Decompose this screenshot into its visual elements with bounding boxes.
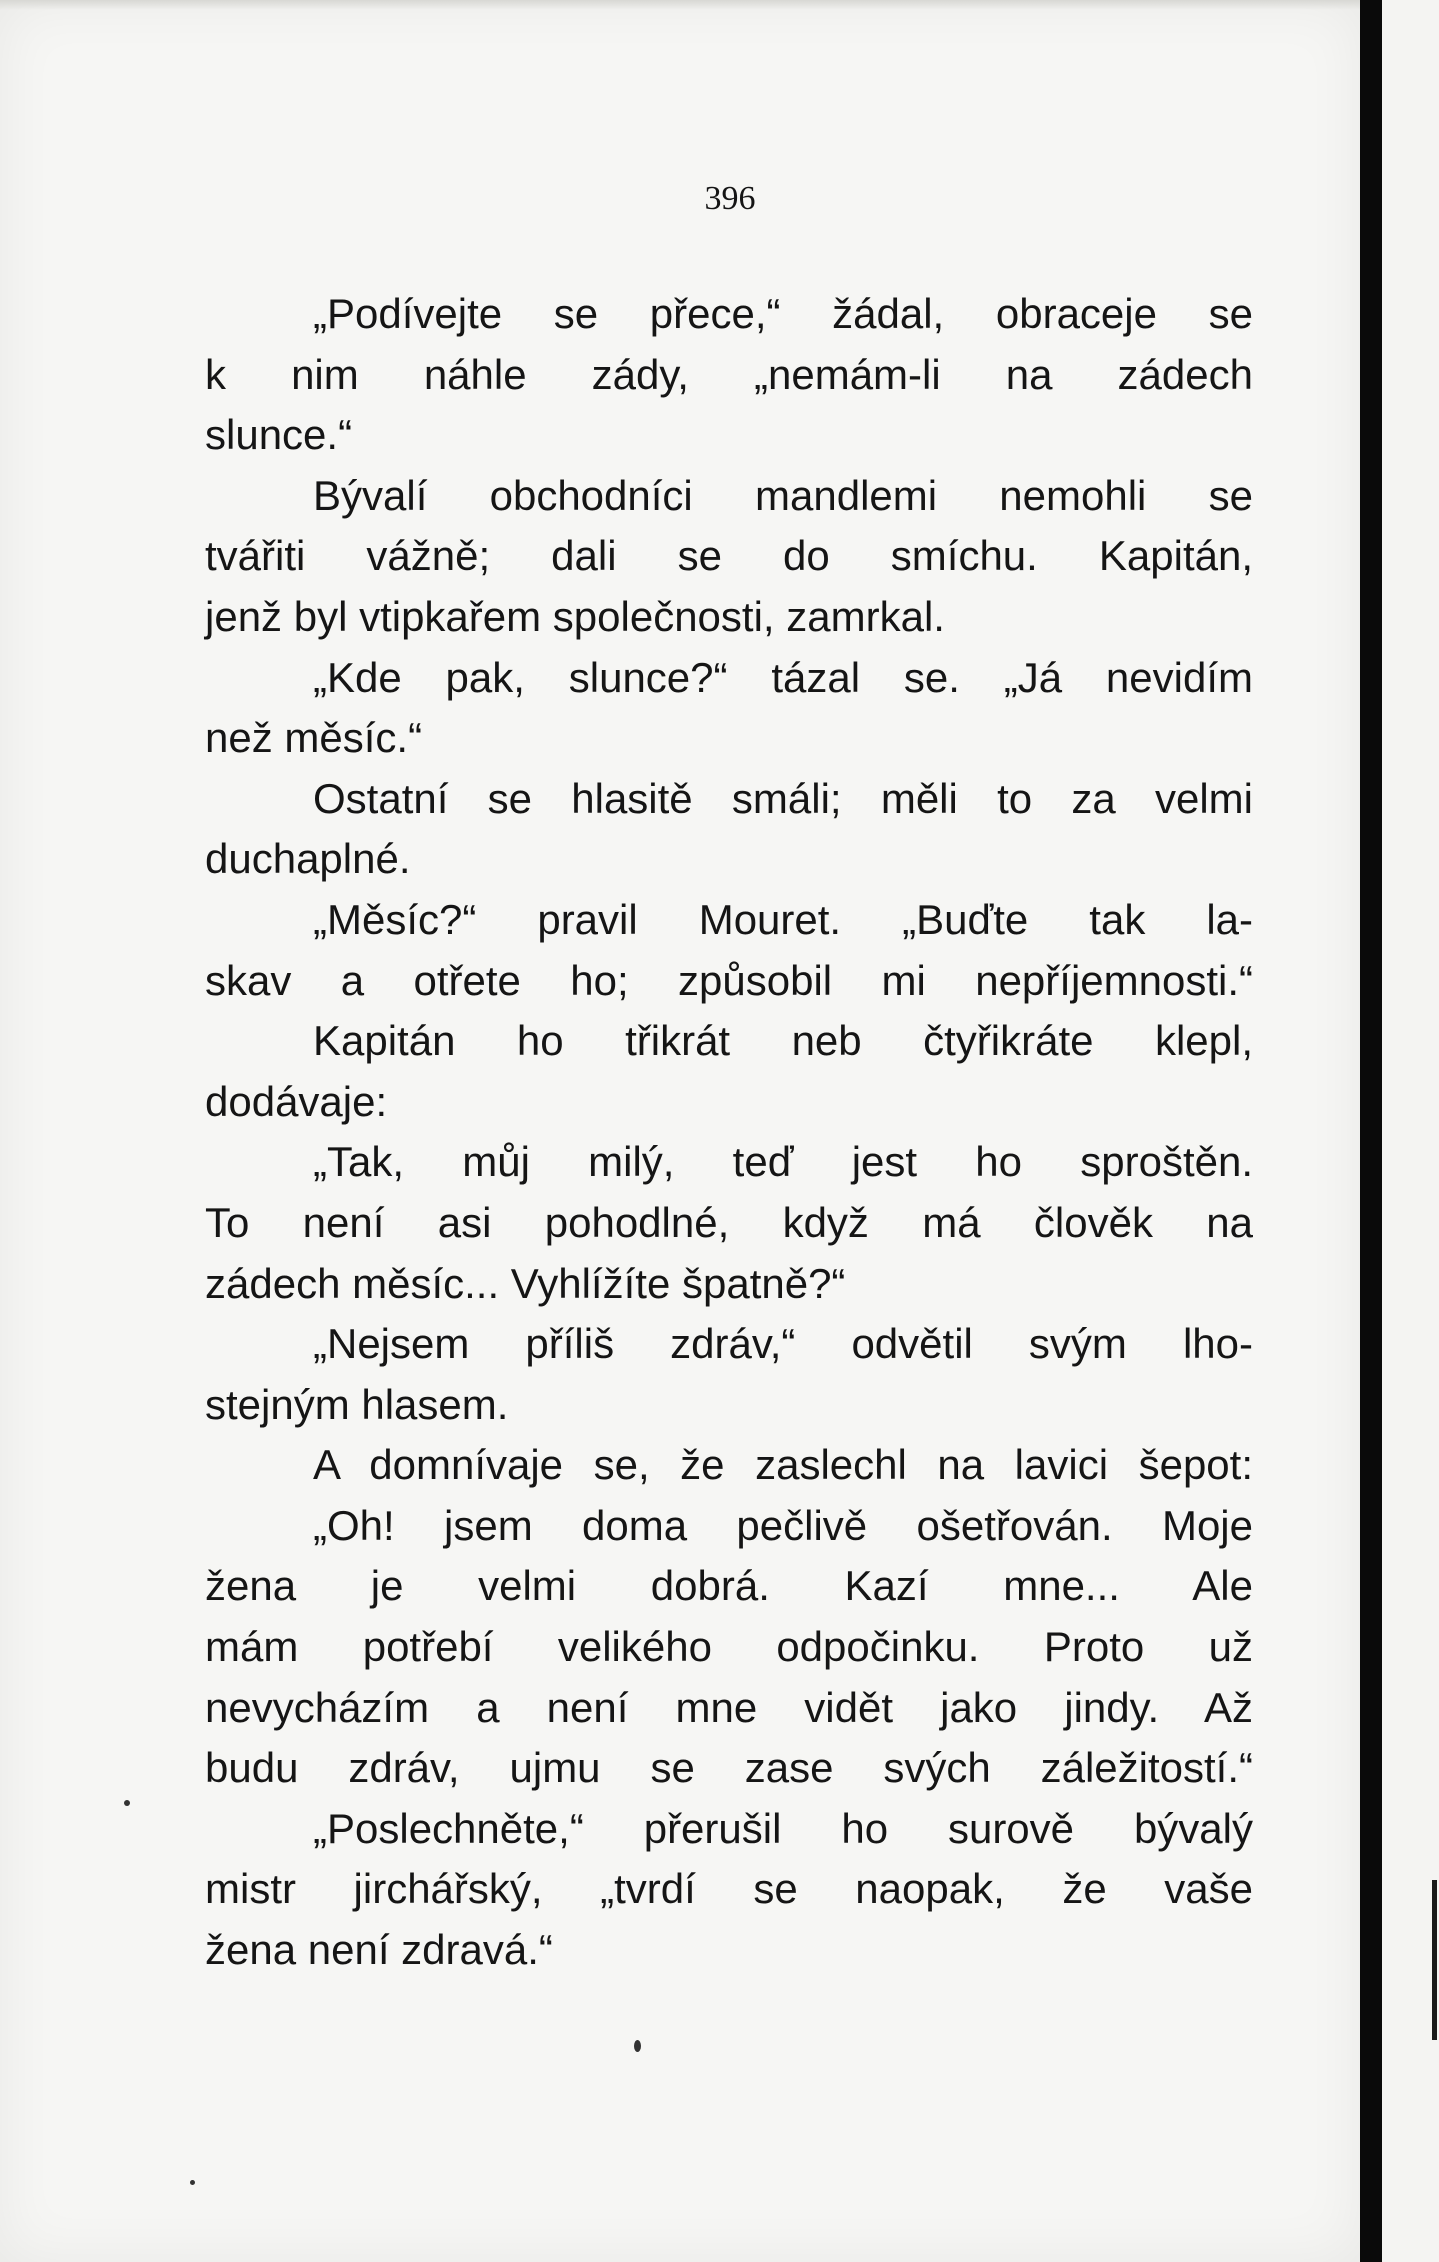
text-line: A domnívaje se, že zaslechl na lavici šepot:: [313, 1441, 1253, 1489]
text-line: tvářiti vážně; dali se do smíchu. Kapitán,: [205, 532, 1253, 580]
text-line: žena není zdravá.“: [205, 1926, 553, 1974]
text-line: „Měsíc?“ pravil Mouret. „Buďte tak la-: [313, 895, 1253, 943]
edge-mark: [1432, 1880, 1437, 2040]
text-line: dodávaje:: [205, 1077, 388, 1125]
page-number: 396: [704, 180, 756, 217]
text-line: To není asi pohodlné, když má člověk na: [205, 1198, 1253, 1246]
text-line: stejným hlasem.: [205, 1380, 509, 1428]
text-line: budu zdráv, ujmu se zase svých záležitostí.“: [205, 1744, 1253, 1792]
text-line: „Tak, můj milý, teď jest ho sproštěn.: [313, 1138, 1253, 1186]
text-line: skav a otřete ho; způsobil mi nepříjemnosti.“: [205, 956, 1253, 1004]
text-line: než měsíc.“: [205, 714, 423, 762]
text-line: Ostatní se hlasitě smáli; měli to za velmi: [313, 774, 1253, 822]
page-gutter-shadow: [1360, 0, 1382, 2262]
text-line: „Poslechněte,“ přerušil ho surově bývalý: [313, 1804, 1253, 1852]
page-text: [205, 284, 1253, 1981]
text-line: „Nejsem příliš zdráv,“ odvětil svým lho-: [313, 1320, 1253, 1368]
text-line: „Kde pak, slunce?“ tázal se. „Já nevidím: [313, 653, 1253, 701]
scan-speck: [124, 1800, 130, 1806]
text-line: žena je velmi dobrá. Kazí mne... Ale: [205, 1562, 1253, 1610]
page-top-edge: [0, 0, 1360, 10]
text-line: Bývalí obchodníci mandlemi nemohli se: [313, 471, 1253, 519]
text-line: „Oh! jsem doma pečlivě ošetřován. Moje: [313, 1501, 1253, 1549]
text-line: „Podívejte se přece,“ žádal, obraceje se: [313, 290, 1253, 337]
text-line: k nim náhle zády, „nemám-li na zádech: [205, 350, 1253, 398]
text-line: mistr jirchářský, „tvrdí se naopak, že vaše: [205, 1865, 1253, 1913]
text-line: nevycházím a není mne vidět jako jindy. Až: [205, 1683, 1253, 1731]
text-line: Kapitán ho třikrát neb čtyřikráte klepl,: [313, 1017, 1253, 1065]
text-line: mám potřebí velikého odpočinku. Proto už: [205, 1623, 1253, 1671]
text-line: duchaplné.: [205, 835, 411, 883]
text-line: jenž byl vtipkařem společnosti, zamrkal.: [205, 592, 945, 640]
text-line: slunce.“: [205, 411, 353, 459]
facing-page-edge: [1382, 0, 1439, 2262]
scan-speck: [190, 2180, 195, 2185]
scan-speck: [634, 2040, 641, 2052]
text-line: zádech měsíc... Vyhlížíte špatně?“: [205, 1259, 846, 1307]
